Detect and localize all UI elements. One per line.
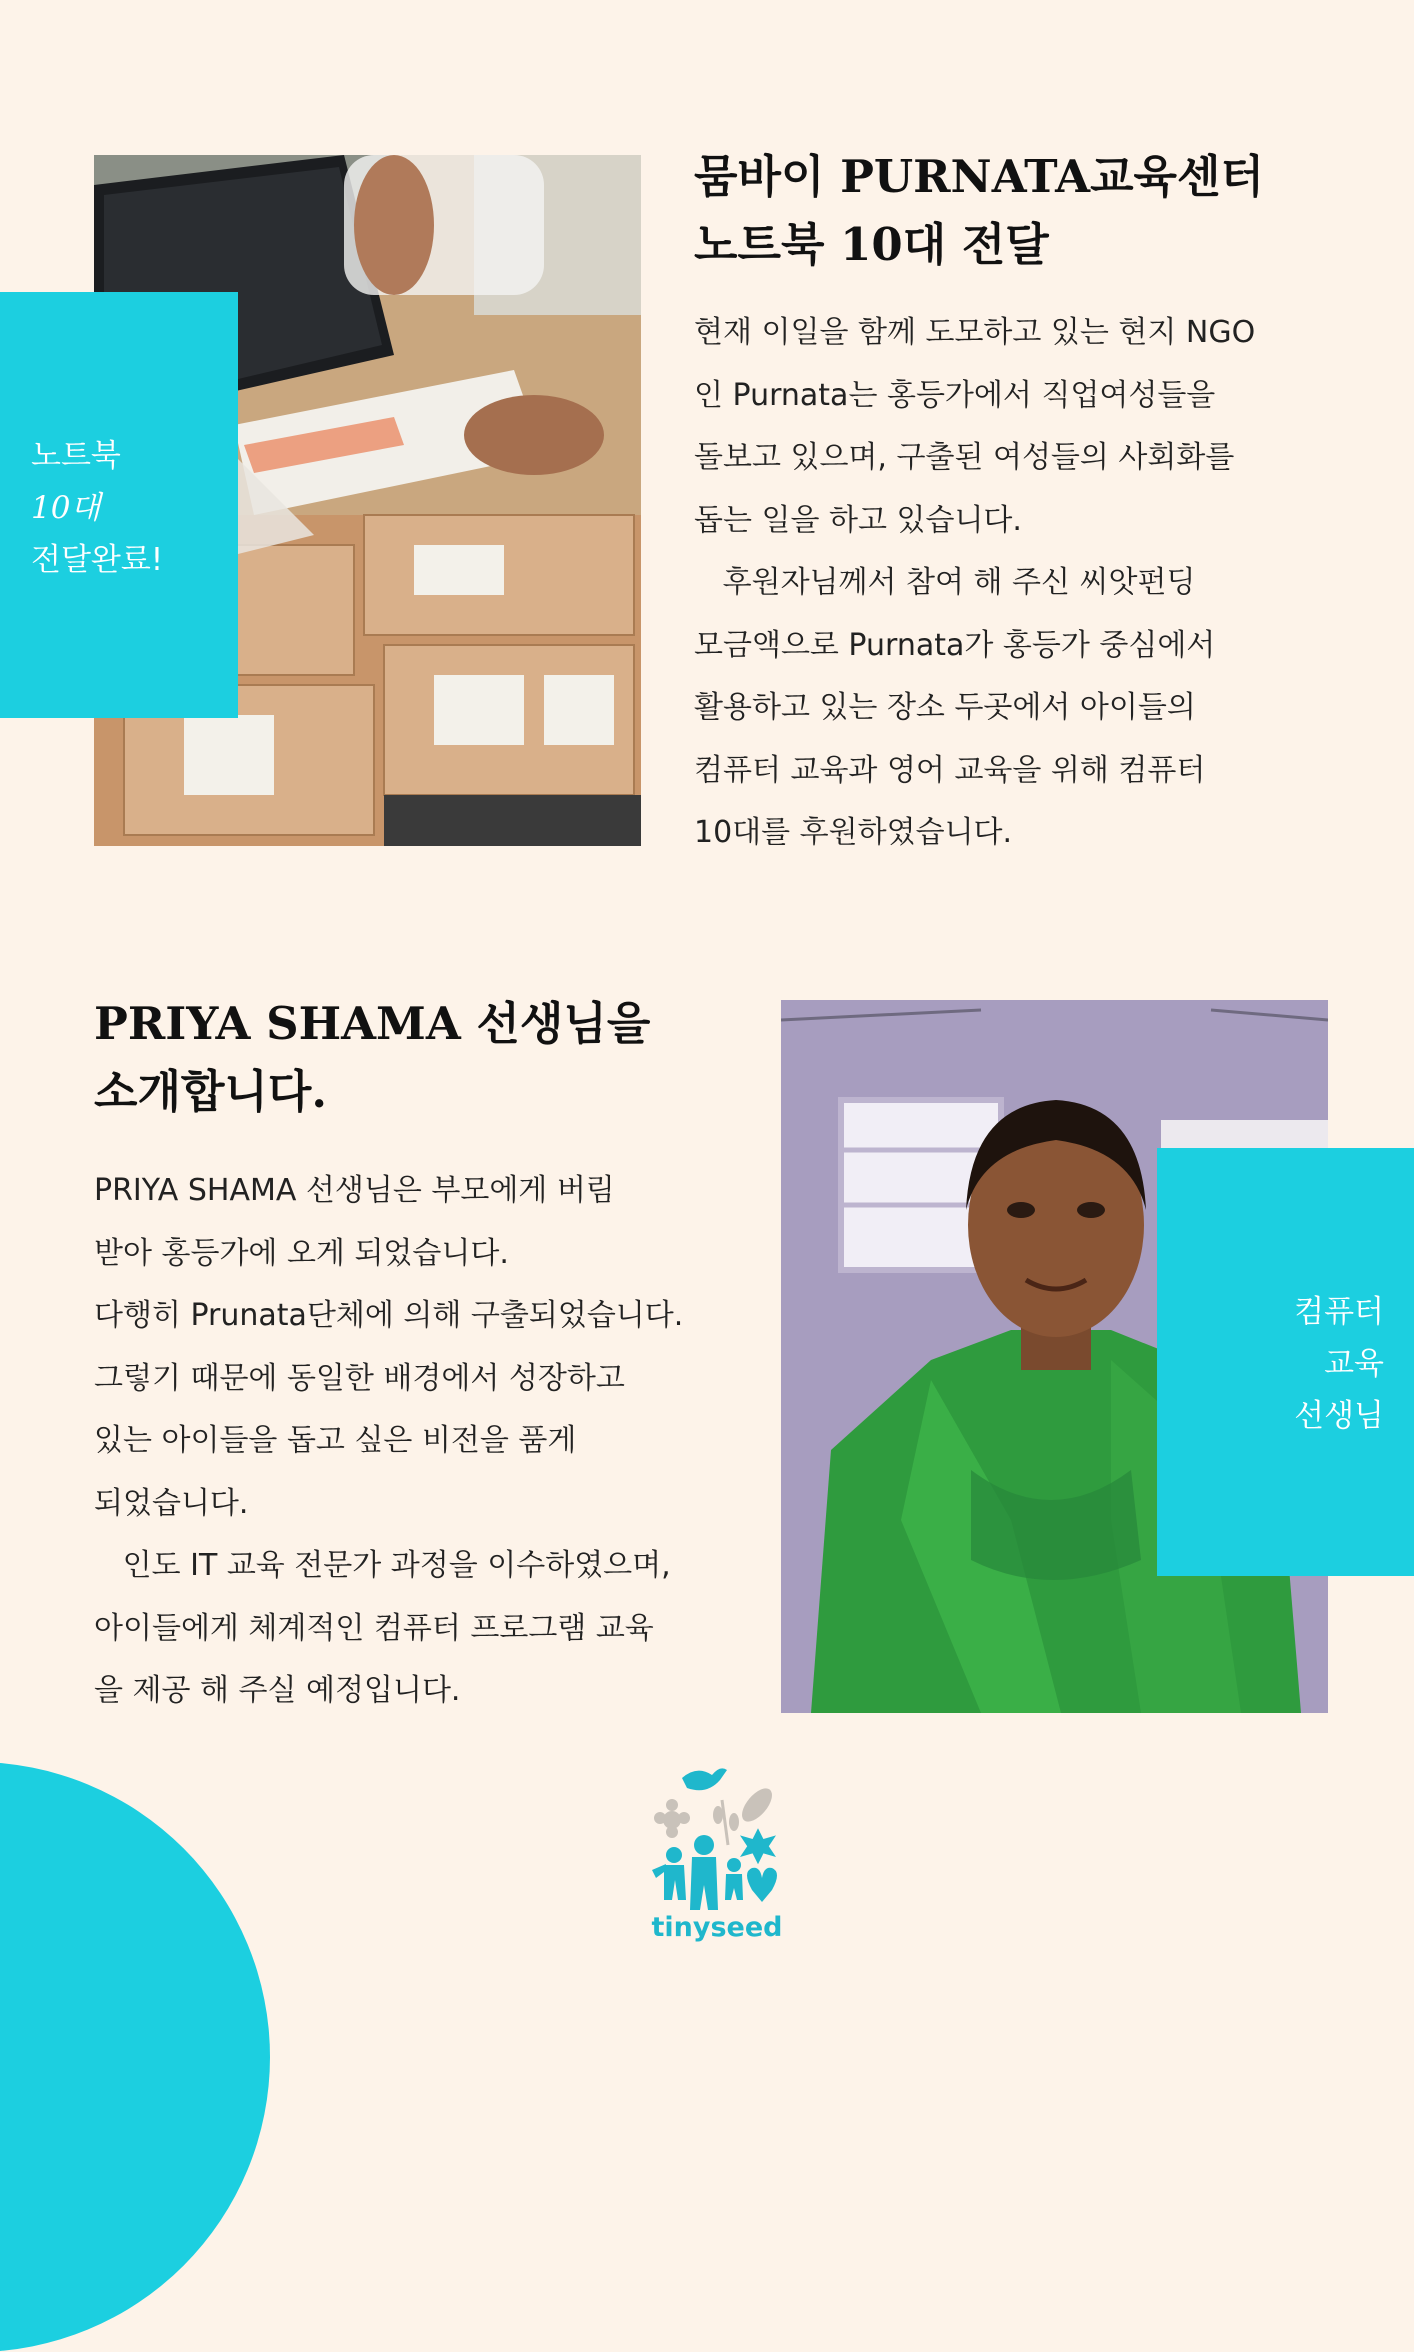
section-body: [94, 1160, 683, 1723]
body-line: 컴퓨터 교육과 영어 교육을 위해 컴퓨터: [694, 752, 1206, 788]
tinyseed-logo-icon: [642, 1760, 792, 1930]
body-line: 인도 IT 교육 전문가 과정을 이수하였으며,: [94, 1548, 671, 1583]
tag-line: 전달완료!: [31, 542, 164, 578]
body-line: 활용하고 있는 장소 두곳에서 아이들의: [694, 690, 1196, 725]
section-title: [94, 990, 714, 1126]
body-line: 모금액으로 Purnata가 홍등가 중심에서: [694, 627, 1216, 663]
body-line: 되었습니다.: [94, 1485, 249, 1521]
tag-line: 선생님: [1294, 1398, 1384, 1434]
body-line: 다행히 Prunata단체에 의해 구출되었습니다.: [94, 1298, 684, 1333]
body-line: 있는 아이들을 돕고 싶은 비전을 품게: [94, 1423, 577, 1458]
body-line: 돌보고 있으며, 구출된 여성들의 사회화를: [694, 440, 1235, 475]
tag-line: 컴퓨터: [1294, 1294, 1384, 1330]
title-line: 소개합니다.: [94, 1065, 328, 1118]
body-line: 후원자님께서 참여 해 주신 씨앗펀딩: [694, 565, 1196, 600]
body-line: 받아 홍등가에 오게 되었습니다.: [94, 1235, 509, 1271]
title-line: 뭄바이 PURNATA교육센터: [694, 150, 1264, 203]
tag-line: 교육: [1324, 1346, 1384, 1382]
section-title: [694, 143, 1314, 279]
corner-decoration: [0, 1762, 270, 2352]
body-line: 10대를 후원하였습니다.: [694, 815, 1013, 850]
body-line: 그렇기 때문에 동일한 배경에서 성장하고: [94, 1360, 625, 1396]
teacher-tag: [1157, 1148, 1414, 1576]
body-line: 아이들에게 체계적인 컴퓨터 프로그램 교육: [94, 1610, 654, 1646]
tag-line: 노트북: [31, 438, 121, 474]
logo-text: tinyseed: [651, 1912, 783, 1943]
body-line: 인 Purnata는 홍등가에서 직업여성들을: [694, 377, 1216, 413]
body-line: 현재 이일을 함께 도모하고 있는 현지 NGO: [694, 315, 1256, 350]
laptop-delivery-tag: [0, 292, 238, 718]
title-line: PRIYA SHAMA 선생님을: [94, 997, 651, 1050]
body-line: PRIYA SHAMA 선생님은 부모에게 버림: [94, 1173, 615, 1208]
body-line: 을 제공 해 주실 예정입니다.: [94, 1673, 461, 1708]
title-line: 노트북 10대 전달: [694, 218, 1049, 271]
tag-line: 10대: [31, 490, 101, 526]
body-line: 돕는 일을 하고 있습니다.: [694, 502, 1022, 538]
section-body: [694, 302, 1255, 865]
